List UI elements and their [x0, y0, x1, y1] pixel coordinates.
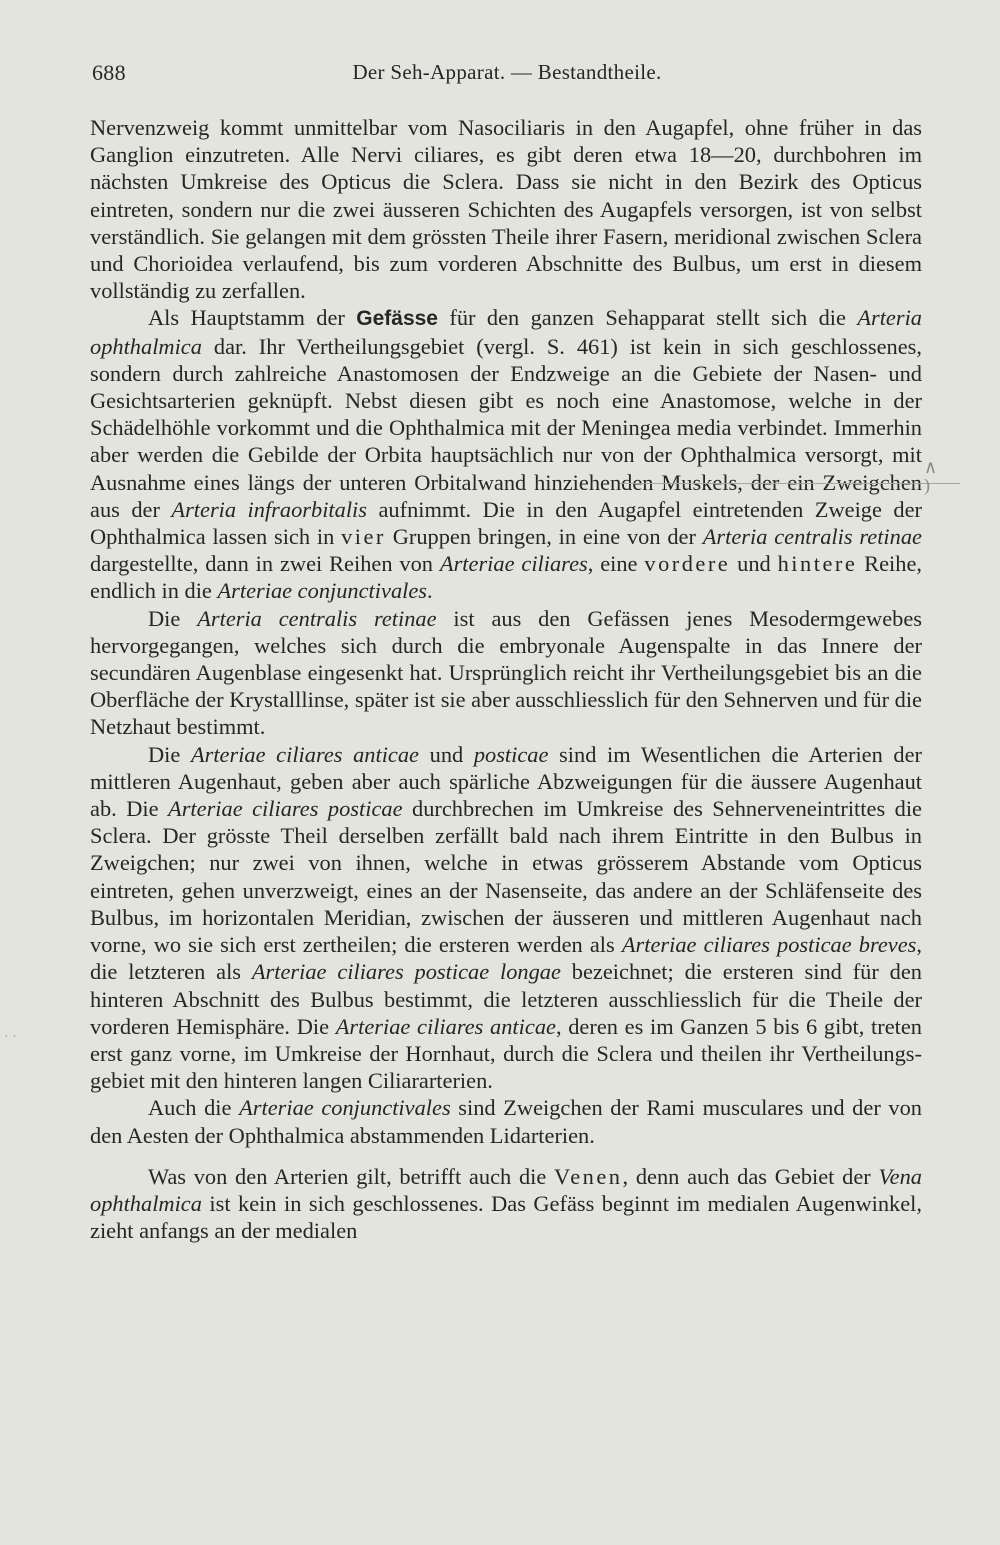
text-run: , eine — [587, 551, 645, 577]
paragraph-venen — [90, 1163, 922, 1245]
text-run: Reihe, endlich in die — [90, 551, 922, 604]
text-run: , deren es im Ganzen 5 bis 6 gibt, treten erst ganz vorne, im Umkreise der Hornhaut, durch die Sclera und theilen ihr Vertheilungsgebiet mit den hinteren langen Ciliararterien. — [90, 1013, 922, 1094]
text-run: aufnimmt. Die in den Augapfel eintretenden Zweige der Ophthalmica lassen sich in — [90, 496, 922, 550]
spaced-term: Venen — [554, 1163, 623, 1189]
text-run: , denn auch das Gebiet der — [622, 1163, 879, 1189]
text-run: bezeichnet; die ersteren sind für den hinteren Abschnitt des Bulbus bestimmt, die letzteren ausschliesslich für die Theile der vorderen Hemisphäre. Die — [90, 959, 922, 1039]
text-run: Auch die — [148, 1095, 240, 1121]
italic-term: Arteriae ciliares posticae breves — [621, 932, 917, 958]
text-run: durchbrechen im Umkreise des Sehnerveneintrittes die Sclera. Der grösste Theil derselben zerfällt bald nach ihrem Eintritte in den Bulbus in Zweigchen; nur zwei von ihnen, welche in etwas grösserem Abstande vom Opticus eintreten, gehen unverzweigt, eines an der Nasenseite, das andere an der Schläfenseite des Bulbus, im horizontalen Meridian, zwischen der äusseren und mittleren Augenhaut nach vorne, wo sie sich erst zertheilen; die ersteren werden als — [90, 796, 922, 958]
paragraph-arteriae-conjunctivales — [90, 1094, 922, 1148]
text-run: , die letzteren als — [90, 932, 922, 985]
text-run: und — [419, 741, 474, 767]
paragraph-arteriae-ciliares — [90, 741, 922, 1095]
paragraph-nerves — [90, 114, 922, 304]
pencil-margin-mark: ∧ ) — [924, 457, 938, 495]
spaced-term: vier — [341, 524, 386, 550]
text-run: dar. Ihr Vertheilungsgebiet (vergl. S. 461) ist kein in sich geschlossenes, sondern durch zahlreiche Anastomosen der Endzweige an die Gebiete der Nasen- und Gesichtsarterien geknüpft. Nebst diesen gibt es noch eine Anastomose, welche in der Schädelhöhle vorkommt und die Ophthalmica mit der Meningea media verbindet. Immerhin aber werden die Gebilde der Orbita hauptsächlich nur von der Ophthalmica versorgt, mit Ausnahme eines längs der unteren Orbitalwand hinziehenden Muskels, der ein Zweigchen aus der — [90, 333, 922, 522]
paragraph-arteria-centralis — [90, 605, 922, 741]
text-run: Gruppen bringen, in eine von der — [385, 524, 703, 550]
text-run: dargestellte, dann in zwei Reihen von — [90, 551, 440, 577]
italic-term: Arteriae ciliares anticae — [190, 741, 420, 767]
text-run: sind Zweigchen der Rami musculares und der von den Aesten der Ophthalmica abstammenden Lidarterien. — [90, 1095, 922, 1148]
italic-term: Arteria centralis retinae — [702, 524, 922, 550]
running-title: Der Seh-Apparat. — Bestandtheile. — [352, 60, 662, 84]
italic-term: Arteria infraorbitalis — [171, 496, 367, 522]
spaced-term: hintere — [777, 551, 858, 577]
pencil-underline — [620, 483, 960, 484]
text-run: für den ganzen Sehapparat stellt sich die — [438, 305, 858, 331]
text-run: und — [730, 551, 778, 577]
page-number: 688 — [92, 60, 126, 85]
body-text — [90, 114, 922, 1244]
italic-term: Arteriae ciliares posticae longae — [251, 959, 561, 985]
italic-term: posticae — [473, 741, 549, 767]
paragraph-arteria-ophthalmica — [90, 304, 922, 604]
text-run: . — [427, 578, 433, 604]
italic-term: Arteriae ciliares anticae — [335, 1013, 556, 1039]
pencil-dots: · · — [4, 1030, 17, 1045]
italic-term: Arteria ophthalmica — [90, 305, 922, 359]
italic-term: Arteriae conjunctivales — [239, 1095, 451, 1121]
text-run: Nervenzweig kommt unmittelbar vom Nasociliaris in den Augapfel, ohne früher in das Ganglion einzutreten. Alle Nervi ciliares, es gibt deren etwa 18—20, durchbohren im nächsten Umkreise des Opticus die Sclera. Dass sie nicht in den Bezirk des Opticus eintreten, sondern nur die zwei äusseren Schichten des Augapfels versorgen, ist von selbst verständlich. Sie gelangen mit dem grössten Theile ihrer Fasern, meridional zwischen Sclera und Chorioidea verlaufend, bis zum vorderen Abschnitte des Bulbus, um erst in diesem vollständig zu zerfallen. — [90, 115, 922, 304]
italic-term: Arteriae ciliares posticae — [168, 796, 403, 822]
text-run: ist kein in sich geschlossenes. Das Gefäss beginnt im medialen Augenwinkel, zieht anfangs an der medialen — [90, 1190, 922, 1244]
italic-term: Arteriae conjunctivales — [217, 578, 428, 604]
text-run: Was von den Arterien gilt, betrifft auch die — [148, 1163, 555, 1189]
spaced-term: vordere — [644, 551, 731, 577]
text-run: sind im Wesentlichen die Arterien der mittleren Augenhaut, geben aber auch spärliche Abzweigungen für die äussere Augenhaut ab. Die — [90, 741, 923, 822]
italic-term: Arteria centralis retinae — [197, 605, 437, 631]
text-run: Die — [148, 605, 198, 631]
running-head — [92, 60, 922, 90]
text-run: ist aus den Gefässen jenes Mesodermgewebes hervorgegangen, welches sich durch die embryonale Augenspalte in das Innere der secundären Augenblase eingesenkt hat. Ursprünglich reicht ihr Vertheilungsgebiet bis an die Oberfläche der Krystalllinse, später ist sie aber ausschliesslich für den Sehnerven und für die Netzhaut bestimmt. — [90, 605, 922, 740]
italic-term: Vena ophthalmica — [90, 1163, 923, 1216]
bold-term: Gefässe — [356, 307, 438, 331]
text-run: Die — [148, 741, 191, 767]
italic-term: Arteriae ciliares — [439, 551, 588, 577]
text-run: Als Hauptstamm der — [148, 305, 357, 331]
